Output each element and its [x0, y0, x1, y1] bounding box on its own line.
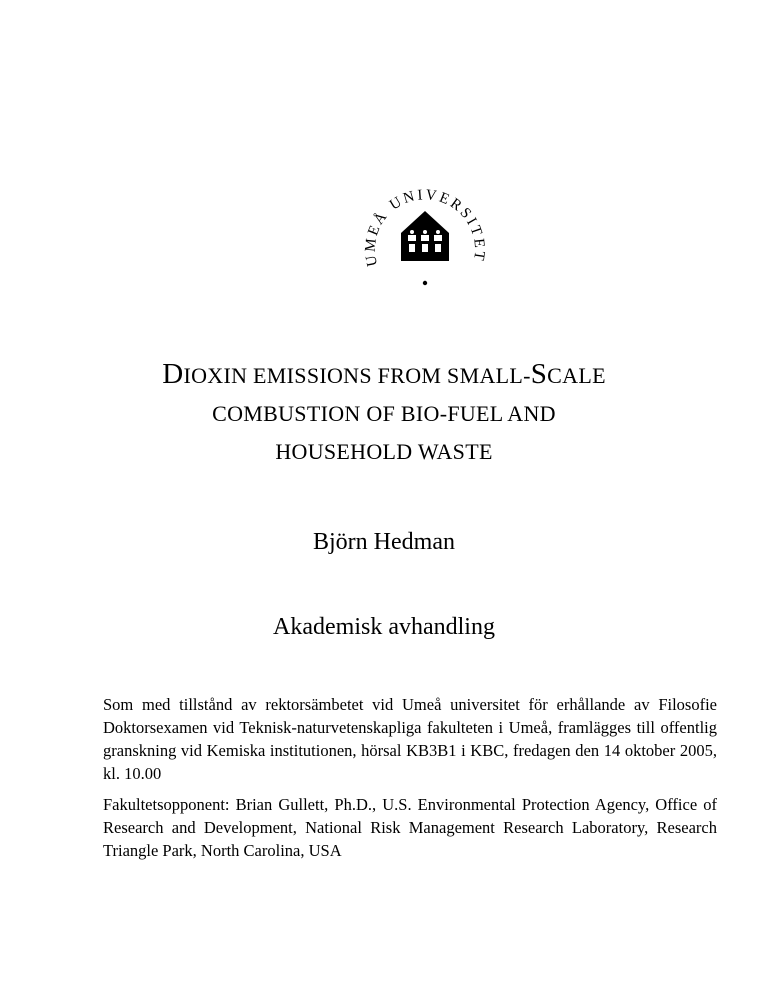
university-seal: [359, 171, 491, 303]
title-initial: D: [162, 358, 184, 390]
author-name: Björn Hedman: [313, 529, 455, 555]
faculty-opponent: Fakultetsopponent: Brian Gullett, Ph.D., U.S. Environmental Protection Agency, Office of Research and Development, National Risk Management Research Laboratory, Research Triangle Park, North Carolina, USA: [103, 794, 717, 860]
title-line-1: [0, 355, 768, 395]
title-line-1-rest: IOXIN EMISSIONS FROM SMALL-: [183, 363, 531, 388]
title-line-1-rest-2: CALE: [547, 363, 606, 388]
umea-university-seal-icon: [359, 171, 491, 303]
thesis-title: [0, 355, 768, 471]
document-type: Akademisk avhandling: [273, 614, 495, 640]
title-line-2: COMBUSTION OF BIO-FUEL AND: [212, 401, 556, 426]
defense-statement: Som med tillstånd av rektorsämbetet vid Umeå universitet för erhållande av Filosofie Doktorsexamen vid Teknisk-naturvetenskapliga fakulteten i Umeå, framlägges till offentlig granskning vid Kemiska institutionen, hörsal KB3B1 i KBC, fredagen den 14 oktober 2005, kl. 10.00: [103, 694, 717, 783]
title-line-3: HOUSEHOLD WASTE: [275, 439, 493, 464]
seal-dot: [423, 281, 427, 285]
seal-house-figures: [408, 230, 442, 252]
seal-arc-text: UMEÅ UNIVERSITET: [362, 187, 488, 268]
title-initial-2: S: [530, 358, 548, 390]
